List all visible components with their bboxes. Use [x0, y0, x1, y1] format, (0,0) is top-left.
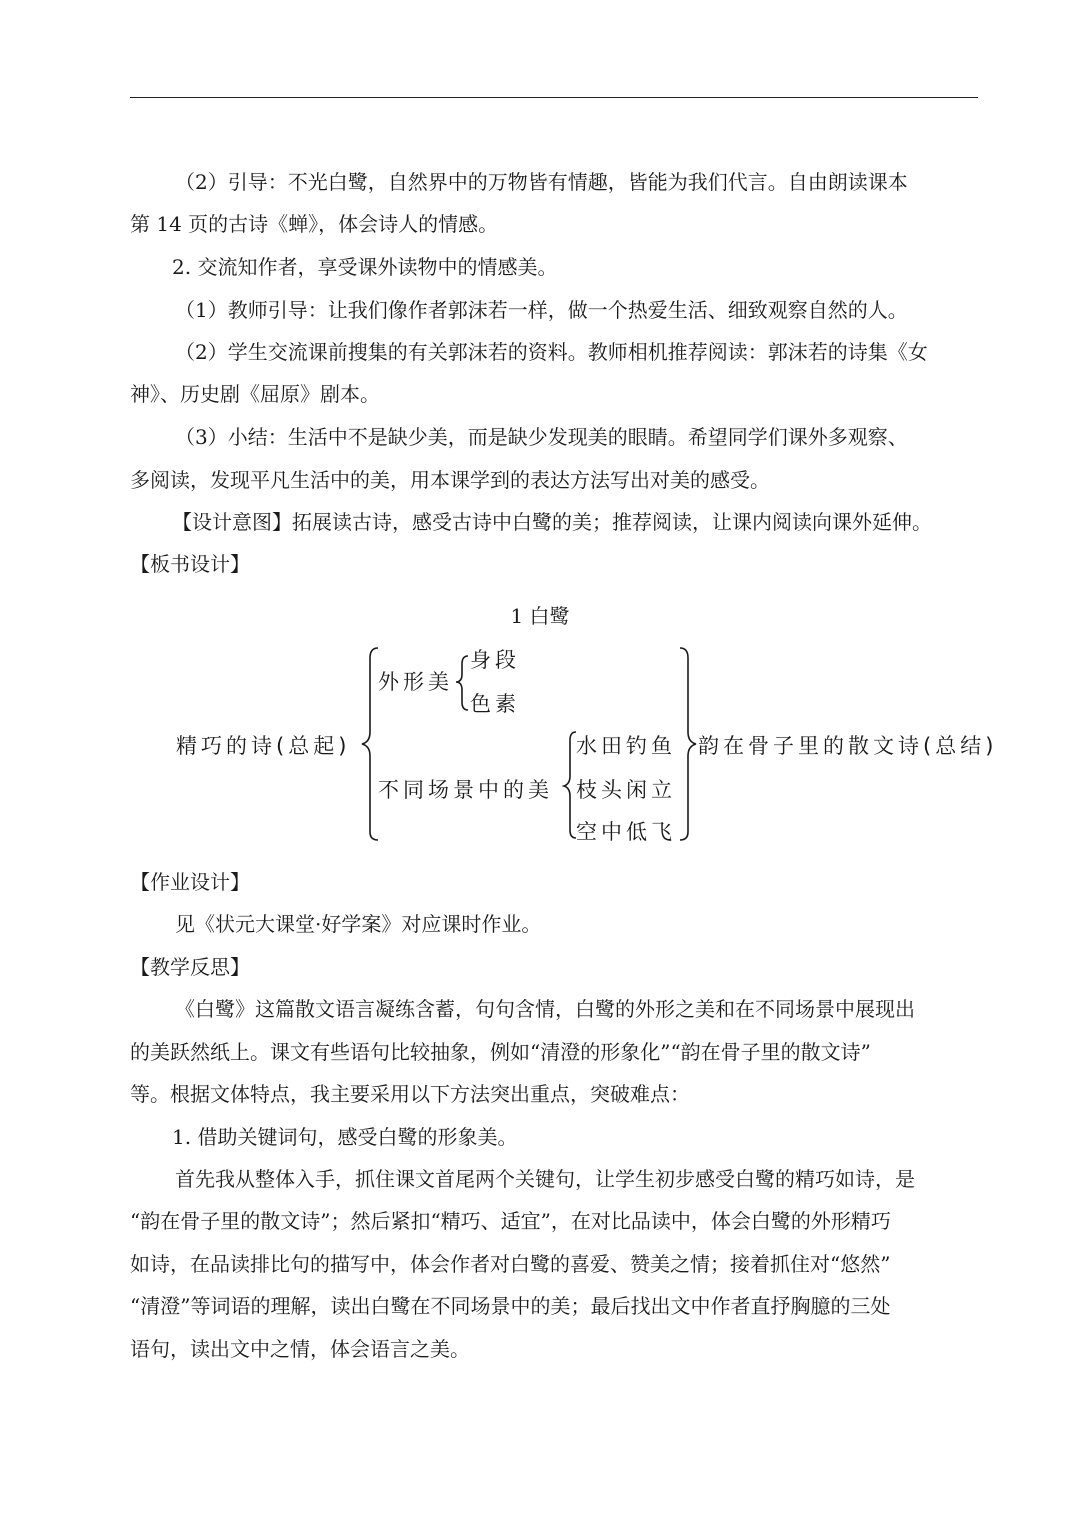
paragraph-line: 等。根据文体特点，我主要采用以下方法突出重点，突破难点： — [130, 1082, 690, 1106]
header-rule — [130, 97, 978, 98]
board-branch-scenes: 不同场景中的美 — [378, 778, 553, 802]
board-title: 1 白鹭 — [510, 604, 570, 628]
paragraph-line: “清澄”等词语的理解，读出白鹭在不同场景中的美；最后找出文中作者直抒胸臆的三处 — [130, 1294, 891, 1318]
paragraph-line: 1. 借助关键词句，感受白鹭的形象美。 — [172, 1125, 518, 1149]
paragraph-line: 首先我从整体入手，抓住课文首尾两个关键句，让学生初步感受白鹭的精巧如诗，是 — [175, 1167, 915, 1191]
board-conclusion: 韵在骨子里的散文诗(总结) — [698, 734, 998, 758]
paragraph-line: （2）引导：不光白鹭，自然界中的万物皆有情趣，皆能为我们代言。自由朗读课本 — [175, 170, 908, 194]
homework-text: 见《状元大课堂·好学案》对应课时作业。 — [175, 912, 542, 936]
paragraph-line: “韵在骨子里的散文诗”；然后紧扣“精巧、适宜”，在对比品读中，体会白鹭的外形精巧 — [130, 1209, 891, 1233]
board-item: 水田钓鱼 — [576, 734, 676, 758]
board-branch-appearance: 外形美 — [378, 670, 453, 694]
paragraph-line: （3）小结：生活中不是缺少美，而是缺少发现美的眼睛。希望同学们课外多观察、 — [175, 425, 908, 449]
board-item: 身段 — [470, 648, 520, 672]
paragraph-line: 语句，读出文中之情，体会语言之美。 — [130, 1337, 470, 1361]
section-heading-board: 【板书设计】 — [130, 552, 250, 576]
design-intent: 【设计意图】拓展读古诗，感受古诗中白鹭的美；推荐阅读，让课内阅读向课外延伸。 — [172, 510, 932, 534]
paragraph-line: （2）学生交流课前搜集的有关郭沫若的资料。教师相机推荐阅读：郭沫若的诗集《女 — [175, 340, 928, 364]
paragraph-line: （1）教师引导：让我们像作者郭沫若一样，做一个热爱生活、细致观察自然的人。 — [175, 298, 908, 322]
paragraph-line: 第 14 页的古诗《蝉》，体会诗人的情感。 — [130, 212, 499, 236]
paragraph-line: 2. 交流知作者，享受课外读物中的情感美。 — [172, 255, 558, 279]
paragraph-line: 如诗，在品读排比句的描写中，体会作者对白鹭的喜爱、赞美之情；接着抓住对“悠然” — [130, 1252, 891, 1276]
section-heading-reflection: 【教学反思】 — [130, 955, 250, 979]
board-item: 色素 — [470, 692, 520, 716]
section-heading-homework: 【作业设计】 — [130, 870, 250, 894]
board-root: 精巧的诗(总起) — [176, 734, 351, 758]
paragraph-line: 神》、历史剧《屈原》剧本。 — [130, 382, 380, 406]
board-item: 空中低飞 — [576, 820, 676, 844]
board-item: 枝头闲立 — [576, 778, 676, 802]
paragraph-line: 《白鹭》这篇散文语言凝练含蓄，句句含情，白鹭的外形之美和在不同场景中展现出 — [175, 997, 915, 1021]
brace-scenes — [564, 732, 576, 838]
brace-appearance — [456, 656, 468, 710]
paragraph-line: 多阅读，发现平凡生活中的美，用本课学到的表达方法写出对美的感受。 — [130, 468, 770, 492]
blackboard-diagram — [0, 600, 1080, 860]
brace-conclusion — [680, 648, 696, 840]
brace-root — [362, 648, 378, 840]
paragraph-line: 的美跃然纸上。课文有些语句比较抽象，例如“清澄的形象化”“韵在骨子里的散文诗” — [130, 1040, 871, 1064]
